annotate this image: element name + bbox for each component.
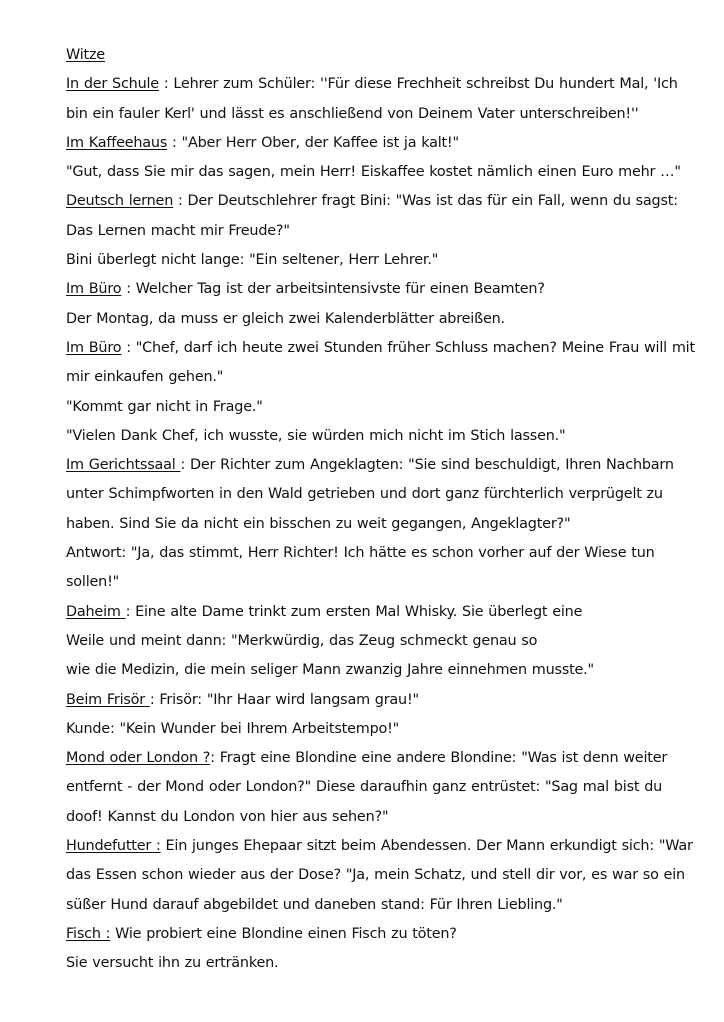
joke-line: Das Lernen macht mir Freude?"	[66, 222, 290, 239]
joke-heading: Im Gerichtssaal	[66, 457, 181, 474]
joke-line: unter Schimpfworten in den Wald getrieben und dort ganz fürchterlich verprügelt zu	[66, 486, 663, 503]
joke-heading: Im Kaffeehaus	[66, 134, 168, 151]
joke-text: Wie probiert eine Blondine einen Fisch zu töten?	[110, 925, 457, 942]
joke-heading: Mond oder London ?	[66, 750, 211, 767]
joke-text: : Der Deutschlehrer fragt Bini: "Was ist das für ein Fall, wenn du sagst:	[173, 193, 678, 210]
joke-text: : "Chef, darf ich heute zwei Stunden früher Schluss machen? Meine Frau will mit	[121, 339, 695, 356]
joke-kaffeehaus	[66, 129, 706, 188]
joke-line: bin ein fauler Kerl' und lässt es anschließend von Deinem Vater unterschreiben!''	[66, 105, 639, 122]
joke-line: Kunde: "Kein Wunder bei Ihrem Arbeitstempo!"	[66, 720, 400, 737]
joke-text: : Welcher Tag ist der arbeitsintensivste für einen Beamten?	[121, 281, 545, 298]
joke-line: "Gut, dass Sie mir das sagen, mein Herr! Eiskaffee kostet nämlich einen Euro mehr …"	[66, 164, 681, 181]
joke-gerichtssaal	[66, 451, 706, 597]
joke-line: Bini überlegt nicht lange: "Ein seltener, Herr Lehrer."	[66, 252, 439, 269]
joke-line: mir einkaufen gehen."	[66, 369, 224, 386]
joke-line: das Essen schon wieder aus der Dose? "Ja, mein Schatz, und stell dir vor, es war so ein	[66, 867, 685, 884]
joke-hundefutter	[66, 832, 706, 920]
joke-heading: In der Schule	[66, 76, 159, 93]
document-page	[66, 41, 706, 979]
joke-heading: Im Büro	[66, 281, 122, 298]
joke-heading: Daheim	[66, 603, 126, 620]
joke-text: : Eine alte Dame trinkt zum ersten Mal Whisky. Sie überlegt eine	[125, 603, 583, 620]
joke-heading: Fisch :	[66, 925, 111, 942]
joke-heading: Beim Frisör	[66, 691, 150, 708]
joke-line: Der Montag, da muss er gleich zwei Kalenderblätter abreißen.	[66, 310, 505, 327]
page-title: Witze	[66, 47, 105, 63]
joke-text: : "Aber Herr Ober, der Kaffee ist ja kalt!"	[167, 134, 459, 151]
joke-fisch	[66, 920, 706, 979]
joke-line: Antwort: "Ja, das stimmt, Herr Richter! Ich hätte es schon vorher auf der Wiese tun	[66, 545, 655, 562]
joke-mond-oder-london	[66, 744, 706, 832]
joke-text: : Der Richter zum Angeklagten: "Sie sind beschuldigt, Ihren Nachbarn	[180, 457, 674, 474]
joke-heading: Deutsch lernen	[66, 193, 174, 210]
joke-line: Sie versucht ihn zu ertränken.	[66, 955, 279, 972]
joke-daheim	[66, 598, 706, 686]
joke-line: wie die Medizin, die mein seliger Mann zwanzig Jahre einnehmen musste."	[66, 662, 594, 679]
joke-line: "Kommt gar nicht in Frage."	[66, 398, 263, 415]
joke-buero-2	[66, 334, 706, 451]
joke-line: "Vielen Dank Chef, ich wusste, sie würden mich nicht im Stich lassen."	[66, 427, 566, 444]
joke-line: doof! Kannst du London von hier aus sehen?"	[66, 808, 389, 825]
joke-heading: Hundefutter :	[66, 838, 161, 855]
joke-text: : Lehrer zum Schüler: ''Für diese Frechheit schreibst Du hundert Mal, 'Ich	[158, 76, 678, 93]
joke-text: Ein junges Ehepaar sitzt beim Abendessen. Der Mann erkundigt sich: "War	[160, 838, 693, 855]
joke-line: entfernt - der Mond oder London?" Diese daraufhin ganz entrüstet: "Sag mal bist du	[66, 779, 663, 796]
joke-heading: Im Büro	[66, 339, 122, 356]
joke-line: sollen!"	[66, 574, 120, 591]
joke-text: : Frisör: "Ihr Haar wird langsam grau!"	[149, 691, 419, 708]
joke-frisoer	[66, 686, 706, 745]
joke-text: : Fragt eine Blondine eine andere Blondine: "Was ist denn weiter	[210, 750, 668, 767]
joke-buero-1	[66, 275, 706, 334]
joke-line: süßer Hund darauf abgebildet und daneben stand: Für Ihren Liebling."	[66, 896, 563, 913]
joke-schule	[66, 70, 706, 129]
joke-line: haben. Sind Sie da nicht ein bisschen zu weit gegangen, Angeklagter?"	[66, 515, 571, 532]
joke-line: Weile und meint dann: "Merkwürdig, das Zeug schmeckt genau so	[66, 632, 538, 649]
joke-deutsch-lernen	[66, 187, 706, 275]
